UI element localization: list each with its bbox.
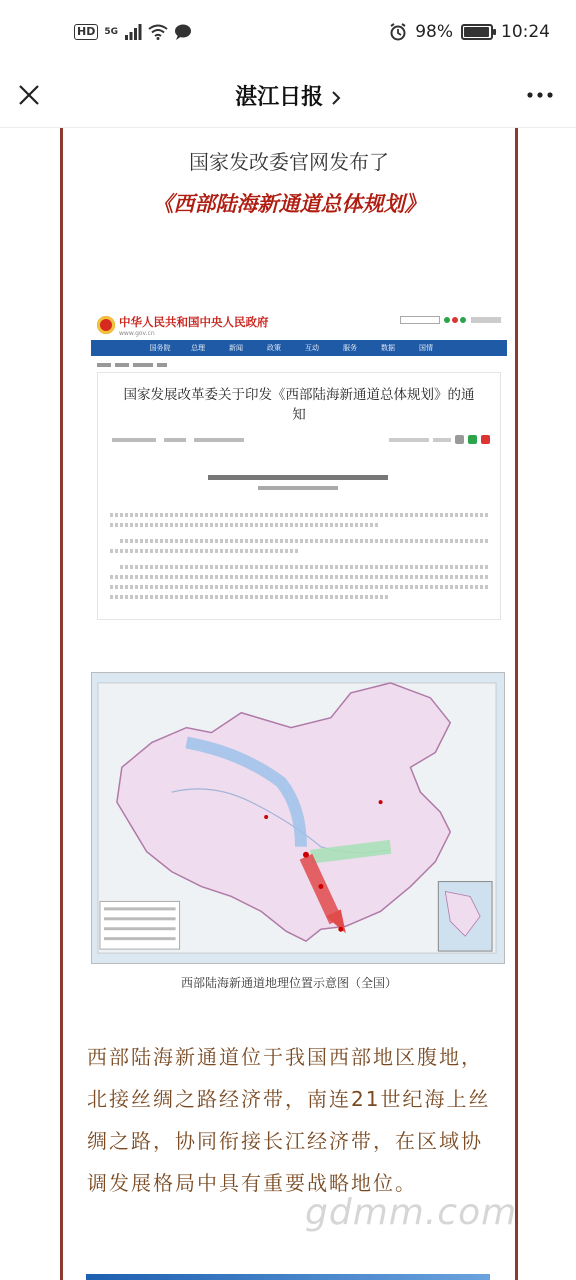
battery-icon bbox=[461, 24, 493, 40]
doc-text-line bbox=[110, 575, 488, 579]
chevron-right-icon bbox=[331, 90, 341, 106]
share-icon bbox=[455, 435, 464, 444]
gov-notice-title: 国家发展改革委关于印发《西部陆海新通道总体规划》的通知 bbox=[123, 387, 475, 423]
next-image-edge bbox=[86, 1274, 490, 1280]
wifi-icon bbox=[148, 24, 168, 40]
city-marker bbox=[318, 884, 323, 889]
city-marker bbox=[303, 852, 309, 858]
gov-nav-item: 政策 bbox=[267, 344, 281, 352]
city-marker bbox=[379, 800, 383, 804]
doc-text-line bbox=[120, 565, 488, 569]
gov-nav-item: 国情 bbox=[419, 344, 433, 352]
article-heading-line2: 《西部陆海新通道总体规划》 bbox=[152, 192, 426, 216]
city-marker bbox=[338, 927, 343, 932]
gov-crumb-bar bbox=[97, 362, 197, 368]
gov-nav-item: 新闻 bbox=[229, 344, 243, 352]
yangtze-belt bbox=[311, 847, 391, 857]
hd-badge: HD bbox=[74, 24, 98, 40]
status-bar bbox=[0, 0, 576, 70]
national-emblem-icon bbox=[97, 316, 115, 334]
article-heading-line1: 国家发改委官网发布了 bbox=[189, 150, 389, 174]
alarm-icon bbox=[389, 23, 407, 41]
print-icon bbox=[433, 437, 451, 443]
gov-site-url: www.gov.cn bbox=[119, 330, 155, 337]
city-marker bbox=[264, 815, 268, 819]
gov-nav-item: 互动 bbox=[305, 344, 319, 352]
doc-text-line bbox=[110, 585, 488, 589]
doc-text-line bbox=[110, 549, 300, 553]
share-icons bbox=[443, 316, 503, 324]
doc-text-line bbox=[110, 513, 488, 517]
gov-notice-card bbox=[97, 372, 501, 620]
doc-text-line bbox=[110, 523, 380, 527]
gov-share-row bbox=[389, 435, 490, 444]
gov-website-screenshot[interactable] bbox=[91, 310, 507, 620]
doc-text-line bbox=[110, 595, 390, 599]
clock: 10:24 bbox=[501, 22, 550, 42]
doc-text-line bbox=[120, 539, 488, 543]
china-map-svg bbox=[92, 673, 504, 963]
status-left bbox=[74, 24, 192, 40]
font-size-tools bbox=[389, 437, 429, 443]
gov-site-name: 中华人民共和国中央人民政府 bbox=[119, 315, 269, 329]
gov-toolbar bbox=[400, 316, 503, 326]
signal-label: 5G bbox=[104, 27, 118, 37]
search-box-icon bbox=[400, 316, 440, 324]
gov-nav-bar bbox=[91, 340, 507, 356]
weibo-icon bbox=[481, 435, 490, 444]
gov-nav-item: 总理 bbox=[191, 344, 205, 352]
account-title-button[interactable] bbox=[0, 80, 576, 111]
signal-icon bbox=[124, 24, 142, 40]
status-right bbox=[389, 22, 550, 42]
battery-fill bbox=[464, 27, 489, 37]
corridor-map-image[interactable] bbox=[91, 672, 505, 964]
map-caption: 西部陆海新通道地理位置示意图（全国） bbox=[180, 976, 397, 990]
gov-nav-item: 服务 bbox=[343, 344, 357, 352]
gov-nav-item: 数据 bbox=[381, 344, 395, 352]
gov-nav-item: 国务院 bbox=[149, 344, 171, 352]
battery-percent: 98% bbox=[415, 22, 453, 42]
wechat-icon bbox=[468, 435, 477, 444]
more-icon[interactable] bbox=[526, 76, 554, 106]
account-name: 湛江日报 bbox=[235, 85, 324, 110]
chat-bubble-icon bbox=[174, 24, 192, 40]
gov-doc-heading bbox=[208, 473, 388, 495]
article-paragraph: 西部陆海新通道位于我国西部地区腹地，北接丝绸之路经济带，南连21世纪海上丝绸之路，协同衔接长江经济带，在区域协调发展格局中具有重要战略地位。 bbox=[87, 1045, 491, 1195]
watermark: gdmm.com bbox=[305, 1192, 518, 1233]
gov-meta-line bbox=[112, 437, 262, 443]
article-frame bbox=[60, 128, 518, 1280]
nav-bar bbox=[0, 70, 576, 128]
